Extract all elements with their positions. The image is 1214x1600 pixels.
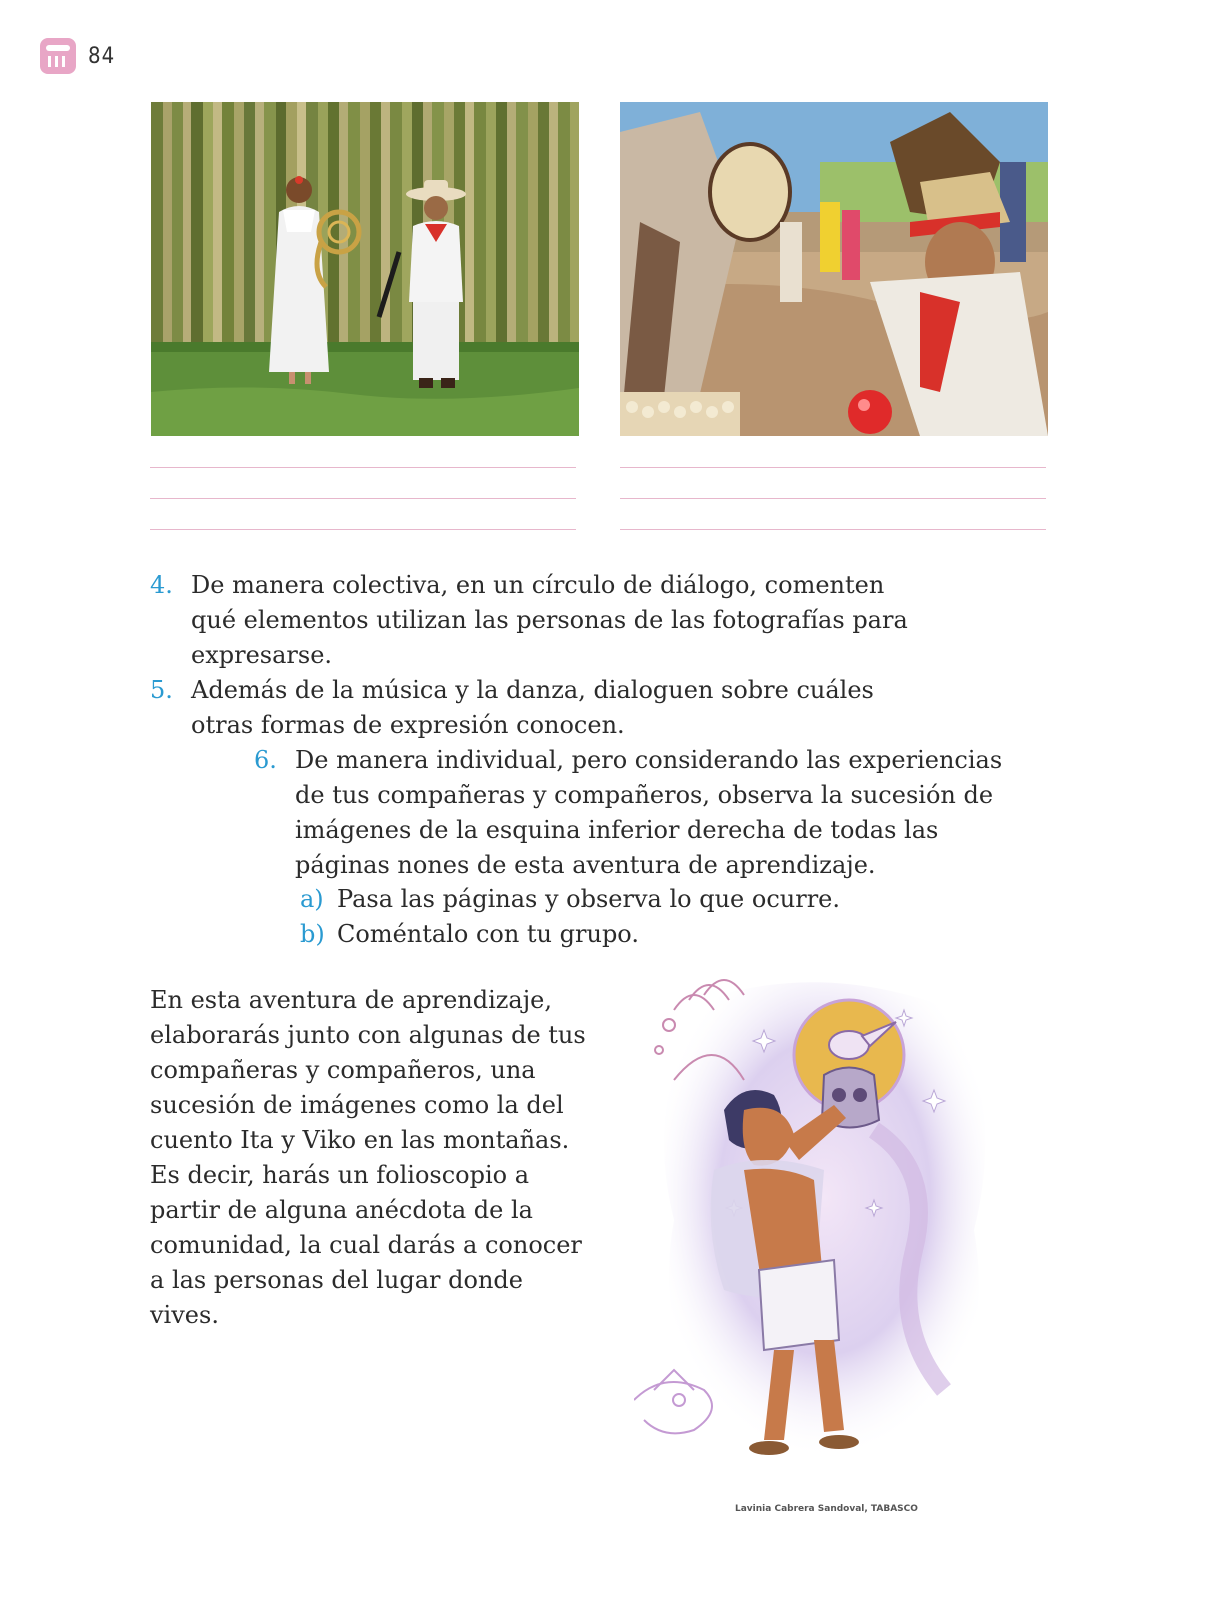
question-text: De manera individual, pero considerando las experiencias de tus compañeras y compañeros, observa la sucesión de imágenes de la esquina inferior derecha de todas las páginas nones de esta aventura de aprendizaje. bbox=[295, 746, 1003, 879]
question-text: Además de la música y la danza, dialoguen sobre cuáles otras formas de expresión conocen. bbox=[191, 676, 874, 739]
subitem-text: Coméntalo con tu grupo. bbox=[337, 920, 639, 948]
question-5 bbox=[150, 673, 910, 743]
dancers-photo bbox=[620, 102, 1048, 436]
subitem-b bbox=[300, 917, 1000, 952]
writing-line[interactable] bbox=[620, 529, 1046, 530]
question-number: 5. bbox=[150, 676, 173, 704]
illustration bbox=[634, 970, 1004, 1490]
intro-paragraph: En esta aventura de aprendizaje, elaborarás junto con algunas de tus compañeras y compañeros, una sucesión de imágenes como la del cuento Ita y Viko en las montañas. Es decir, harás un folioscopio a partir de alguna anécdota de la comunidad, la cual darás a conocer a las personas del lugar donde vives. bbox=[150, 986, 586, 1329]
writing-line[interactable] bbox=[620, 498, 1046, 499]
subitem-a bbox=[300, 882, 1000, 917]
subitem-letter: b) bbox=[300, 920, 325, 948]
page-number: 84 bbox=[88, 43, 116, 69]
question-4 bbox=[150, 568, 910, 673]
writing-line[interactable] bbox=[150, 529, 576, 530]
page-header bbox=[40, 38, 115, 74]
question-number: 4. bbox=[150, 571, 173, 599]
writing-line[interactable] bbox=[150, 498, 576, 499]
question-number: 6. bbox=[254, 746, 277, 774]
subitem-letter: a) bbox=[300, 885, 324, 913]
subitem-text: Pasa las páginas y observa lo que ocurre. bbox=[337, 885, 841, 913]
question-6 bbox=[254, 743, 1014, 883]
writing-line[interactable] bbox=[150, 467, 576, 468]
writing-line[interactable] bbox=[620, 467, 1046, 468]
children-musicians-photo bbox=[151, 102, 579, 436]
glyph-icon bbox=[40, 38, 76, 74]
illustration-credit: Lavinia Cabrera Sandoval, TABASCO bbox=[735, 1504, 918, 1514]
question-text: De manera colectiva, en un círculo de diálogo, comenten qué elementos utilizan las personas de las fotografías para expresarse. bbox=[191, 571, 908, 669]
